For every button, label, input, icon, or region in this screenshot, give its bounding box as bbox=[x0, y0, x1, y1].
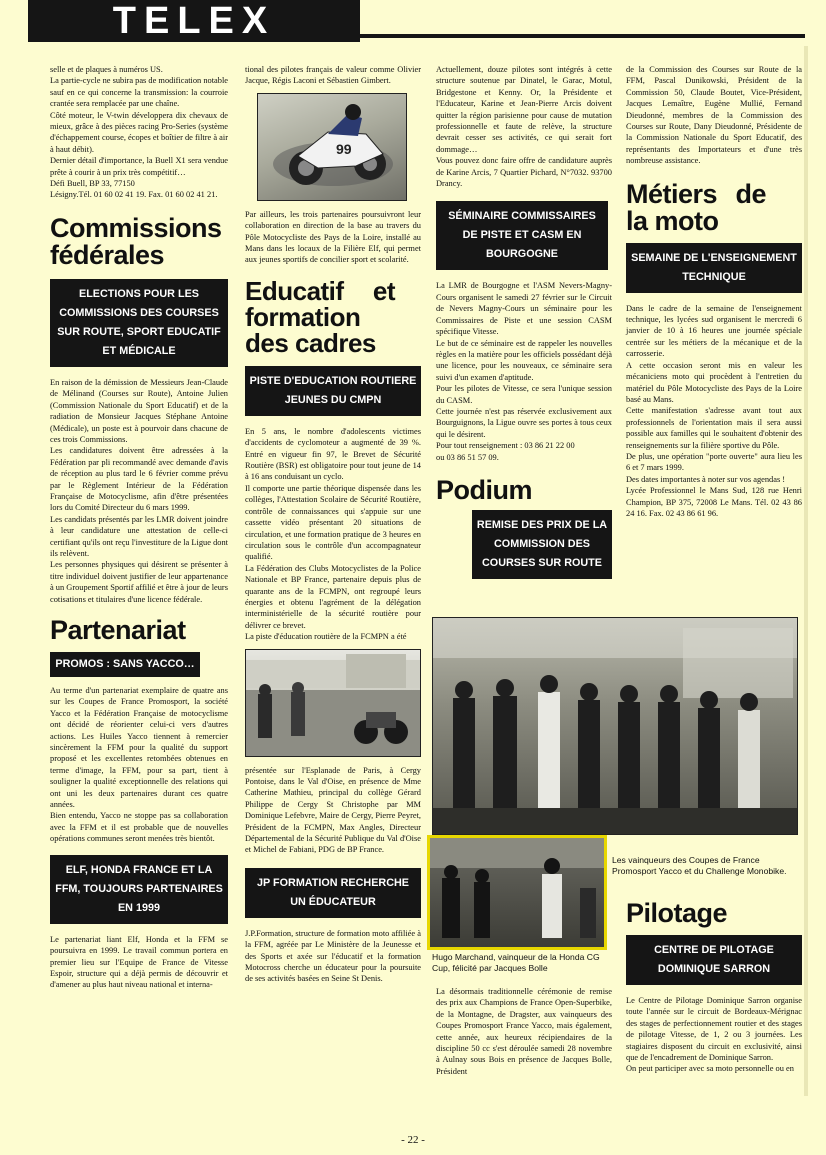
paragraph: En 5 ans, le nombre d'adolescents victimes d'accidents de cyclomoteur a augmenté de 39 %. Entré en vigueur fin 97, le Brevet de Sécurité Routière (BSR) est obligatoire pour tout jeune de 14 à 16 ans conduisant un cyclo. bbox=[245, 426, 421, 482]
paragraph: selle et de plaques à numéros US. bbox=[50, 65, 163, 74]
paragraph: La Fédération des Clubs Motocyclistes de la Police Nationale et BP France, partenaire depuis plus de quarante ans de la FCMPN, ont regroupé leurs énergies et obtenu l'agrément de la délégation interministérielle de la sécurité routière pour délivrer ce brevet. bbox=[245, 563, 421, 630]
paragraph: Dans le cadre de la semaine de l'enseignement technique, les lycées sud organisent le mercredi 6 janvier de 10 à 16 heures une journée spéciale centrée sur les métiers de la mécanique et de la carrosserie. bbox=[626, 303, 802, 359]
ceremony-image bbox=[433, 618, 798, 835]
paragraph: Dernier détail d'importance, la Buell X1 sera vendue prête à courir à un prix très compétitif… bbox=[50, 156, 228, 177]
motorcycle-racing-photo bbox=[257, 93, 407, 201]
paragraph: de la Commission des Courses sur Route de la FFM, Pascal Dunikowski, Président de la Commission 50, Claude Boutet, Vice-Président, Jacques Lemaître, Eugène Mullié, Fernand Dieudonné, membres de la Commission des Courses sur Route, Dany Dieudonné, Présidente de la Commission Nationale du Sport Educatif, des représentants des Importateurs et d'une très nombreuse assistance. bbox=[626, 65, 802, 166]
heading-box-elections: ELECTIONS POUR LES COMMISSIONS DES COURSES SUR ROUTE, SPORT EDUCATIF ET MÉDICALE bbox=[50, 279, 228, 367]
column-1 bbox=[50, 64, 228, 991]
page-number: - 22 - bbox=[401, 1134, 425, 1146]
inset-photo-caption: Hugo Marchand, vainqueur de la Honda CG Cup, félicité par Jacques Bolle bbox=[432, 952, 600, 973]
section-title-pilotage: Pilotage bbox=[626, 898, 728, 928]
paragraph: La partie-cycle ne subira pas de modification notable sauf en ce qui concerne la transmission: la courroie crantée sera remplacée par une chaîne. bbox=[50, 76, 228, 109]
paragraph: Pour les pilotes de Vitesse, ce sera l'unique session du CASM. bbox=[436, 384, 612, 405]
podium-photo-caption: Les vainqueurs des Coupes de France Promosport Yacco et du Challenge Monobike. bbox=[612, 855, 787, 876]
paragraph: Lésigny.Tél. 01 60 02 41 19. Fax. 01 60 02 41 21. bbox=[50, 190, 218, 200]
paragraph: De plus, une opération "porte ouverte" aura lieu les 6 et 7 mars 1999. bbox=[626, 451, 802, 473]
paragraph: Au terme d'un partenariat exemplaire de quatre ans sur les Coupes de France Promosport, la société Yacco et la Fédération Française de motocyclisme ont décidé de réorienter celui-ci vers d'autres actions. Les Huiles Yacco tiennent à remercier sincèrement la FFM pour la qualité du support proposé et les excellentes retombées obtenues en terme d'image, la FFM, pour sa part, tient à souligner la qualité exceptionnelle des relations qui ont uni les deux partenaires durant ces quatre années. bbox=[50, 686, 228, 810]
paragraph: Lycée Professionnel le Mans Sud, 128 rue Henri Champion, BP 375, 72008 Le Mans. Tél. 02 43 86 24 16. Fax. 02 43 86 61 96. bbox=[626, 486, 802, 518]
paragraph: Côté moteur, le V-twin développera dix chevaux de mieux, grâce à des pièces racing Pro-Series (système d'échappement course, écopes et boîtier de filtre à air à haut débit). bbox=[50, 110, 228, 154]
paragraph: Il comporte une partie théorique dispensée dans les collèges, l'Attestation Scolaire de Sécurité Routière, contrôle de connaissances qui s'appuie sur une cassette vidéo présentant 20 situations de circulation, et une formation pratique de 3 heures en circulation sous le contrôle d'un accompagnateur qualifié. bbox=[245, 483, 421, 562]
paragraph: Vous pouvez donc faire offre de candidature auprès de Karine Arcis, 7 Quartier Pichard, N°7032. 93700 Drancy. bbox=[436, 156, 612, 189]
motorcycle-image bbox=[258, 94, 407, 201]
paragraph: La piste d'éducation routière de la FCMPN a été bbox=[245, 632, 407, 642]
column-3 bbox=[436, 64, 612, 579]
heading-box-centre-pilotage: CENTRE DE PILOTAGE DOMINIQUE SARRON bbox=[626, 935, 802, 985]
paragraph: Le but de ce séminaire est de rappeler les nouvelles règles en la matière pour les officiels possédant déjà une licence, pour les nouveaux, ce séminaire sera suivi d'un examen d'aptitude. bbox=[436, 338, 612, 382]
heading-box-jp-formation: JP FORMATION RECHERCHE UN ÉDUCATEUR bbox=[245, 868, 421, 918]
paragraph: On peut participer avec sa moto personnelle ou en bbox=[626, 1064, 794, 1074]
masthead-rule bbox=[360, 34, 805, 38]
paragraph: Actuellement, douze pilotes sont intégrés à cette structure soutenue par Dinatel, le Garac, Motul, Bridgestone et Kenny. Or, la Présidente et l'Educateur, Karine et Jean-Pierre Arcis doivent quitter la région parisienne pour cause de mutation professionnelle et faute de relève, la structure devrait cesser ses activités, ce qui serait fort dommage… bbox=[436, 65, 612, 154]
paragraph: tional des pilotes français de valeur comme Olivier Jacque, Régis Laconi et Sébastien Gimbert. bbox=[245, 65, 421, 86]
heading-box-remise-prix: REMISE DES PRIX DE LA COMMISSION DES COURSES SUR ROUTE bbox=[472, 510, 612, 579]
paragraph: présentée sur l'Esplanade de Paris, à Cergy Pontoise, dans le Val d'Oise, en présence de Mme Catherine Mathieu, principal du collège Gérard Philippe de Cergy St Christophe par MM Dominique Lefebvre, Maire de Cergy, Pierre Peyret, Président de la FCMPN, Max Angles, Directeur Départemental de la Sécurité Publique du Val d'Oise et Michel de Fabiani, PDG de BP France. bbox=[245, 765, 421, 855]
paragraph: Cette manifestation s'adresse avant tout aux professionnels de l'orientation mais il sera aussi possible aux familles qui le souhaitent d'obtenir des renseignements sur la filière sportive du Pôle. bbox=[626, 406, 802, 450]
paragraph: Cette journée n'est pas réservée exclusivement aux Bourguignons, la Ligue ouvre ses portes à tous ceux qui le désirent. bbox=[436, 406, 612, 439]
paragraph: Bien entendu, Yacco ne stoppe pas sa collaboration avec la FFM et il est probable que de nouvelles opérations communes seront menées très bientôt. bbox=[50, 811, 228, 844]
paragraph: La LMR de Bourgogne et l'ASM Nevers-Magny-Cours organisent le samedi 27 février sur le Circuit de Nevers Magny-Cours un séminaire pour les Commissaires de Piste et une session CASM spécifique Vitesse. bbox=[436, 281, 612, 337]
paragraph: J.P.Formation, structure de formation moto affiliée à la FFM, agréée par Le Ministère de la Jeunesse et des Sports et axée sur l'éducatif et la formation Motocross cherche un éducateur pour la poursuite de ses activités basées en Seine St Denis. bbox=[245, 928, 421, 984]
section-title-educatif: Educatif et formation des cadres bbox=[245, 275, 395, 358]
paragraph: En raison de la démission de Messieurs Jean-Claude de Mélinand (Courses sur Route), Antoine Julien (Commission Nationale du Sport Educatif) et de la radiation de Monsieur Jacques Stéphane Antoine (Médicale), un poste est à pourvoir dans chacune de ces trois Commissions. bbox=[50, 377, 228, 444]
heading-box-promos: PROMOS : SANS YACCO… bbox=[50, 652, 200, 677]
inset-winner-photo bbox=[427, 835, 607, 950]
section-title-podium: Podium bbox=[436, 474, 532, 505]
paragraph: Le Centre de Pilotage Dominique Sarron organise toute l'année sur le circuit de Bordeaux-Mérignac des stages de perfectionnement routier et des stages de pilotage Vitesse, de 1, 2 ou 3 journées. Les stagiaires disposent du circuit en exclusivité, ainsi que de l'encadrement de Dominique Sarron. bbox=[626, 996, 802, 1063]
section-title-commissions: Commissions fédérales bbox=[50, 212, 222, 270]
section-title-metiers: Métiers de la moto bbox=[626, 178, 766, 236]
paragraph: Des dates importantes à noter sur vos agendas ! bbox=[626, 474, 786, 484]
paragraph: A cette occasion seront mis en valeur les mécaniciens moto qui procèdent à l'entretien du matériel du Pôle Motocycliste des Pays de la Loire basé au Mans. bbox=[626, 360, 802, 404]
page-edge-stripe bbox=[804, 46, 808, 1096]
paragraph: Les candidatures doivent être adressées à la Fédération par pli recommandé avec demande d'avis de réception au plus tard le 6 février comme prévu par le Règlement Intérieur de la Fédération Française de Motocyclisme, afin d'être présentées lors du Comité Directeur du 6 mars 1999. bbox=[50, 446, 228, 513]
paragraph: Le partenariat liant Elf, Honda et la FFM se poursuivra en 1999. Le travail commun portera en premier lieu sur l'Equipe de France de Vitesse Espoir, structure qui a déjà permis de découvrir et d'amener au plus haut niveau national et interna- bbox=[50, 934, 228, 990]
column-2 bbox=[245, 64, 421, 985]
heading-box-semaine: SEMAINE DE L'ENSEIGNEMENT TECHNIQUE bbox=[626, 243, 802, 293]
masthead-logo: TELEX bbox=[28, 0, 360, 42]
heading-box-elf-honda: ELF, HONDA FRANCE ET LA FFM, TOUJOURS PARTENAIRES EN 1999 bbox=[50, 855, 228, 924]
svg-text:99: 99 bbox=[336, 140, 352, 157]
section-title-partenariat: Partenariat bbox=[50, 615, 186, 645]
track-image bbox=[246, 650, 421, 757]
heading-box-piste-education: PISTE D'EDUCATION ROUTIERE JEUNES DU CMPN bbox=[245, 366, 421, 416]
paragraph: Par ailleurs, les trois partenaires poursuivront leur collaboration en direction de la base au travers du Pôle Motocycliste des Pays de la Loire, installé au Mans dans les locaux de la Filière Elf, qui permet aux jeunes sportifs de concilier sport et scolarité. bbox=[245, 209, 421, 265]
column-4 bbox=[626, 64, 802, 519]
podium-ceremony-photo bbox=[432, 617, 798, 835]
column-4-bottom bbox=[626, 900, 802, 1075]
paragraph: Les candidats présentés par les LMR doivent joindre à leur candidature une attestation de celle-ci certifiant qu'ils ont reçu l'investiture de la Ligue dont ils relèvent. bbox=[50, 514, 228, 558]
education-track-photo bbox=[245, 649, 421, 757]
paragraph: Les personnes physiques qui désirent se présenter à titre individuel doivent justifier de leur appartenance à un Groupement Sportif affilié et être à jour de leurs cotisations et titulaires d'une licence fédérale. bbox=[50, 560, 228, 604]
column-3-bottom bbox=[436, 986, 612, 1077]
paragraph: ou 03 86 51 57 09. bbox=[436, 452, 499, 462]
winner-image bbox=[430, 838, 604, 947]
paragraph: La désormais traditionnelle cérémonie de remise des prix aux Champions de France Open-Superbike, de la Montagne, de Dragster, aux vainqueurs des Coupes Promosport France Yacco, mais également, cette année, aux heureux récipiendaires de la discipline 50 cc s'est déroulée samedi 28 novembre à Aulnay sous Bois en présence de Jacques Bolle, Président bbox=[436, 987, 612, 1076]
paragraph: Défi Buell, BP 33, 77150 bbox=[50, 179, 135, 189]
heading-box-seminaire: SÉMINAIRE COMMISSAIRES DE PISTE ET CASM EN BOURGOGNE bbox=[436, 201, 608, 270]
paragraph: Pour tout renseignement : 03 86 21 22 00 bbox=[436, 441, 575, 451]
